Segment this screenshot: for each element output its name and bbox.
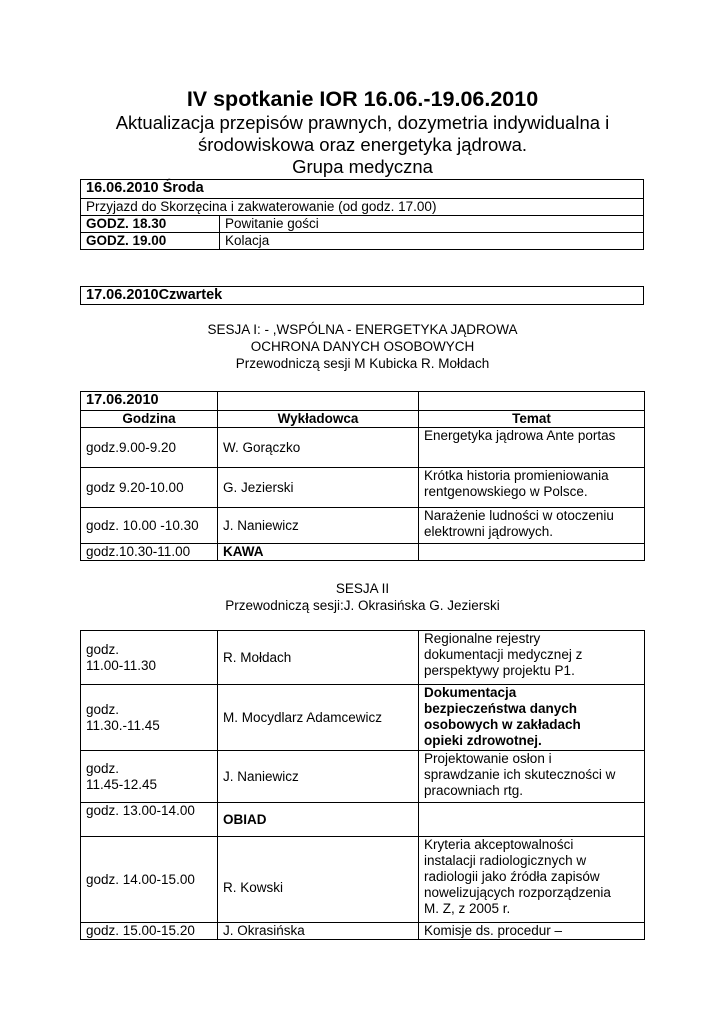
time-line: 11.30.-11.45	[86, 717, 160, 733]
subtitle-line: Grupa medyczna	[292, 156, 433, 177]
table-row	[81, 631, 645, 685]
speaker-cell: M. Mocydlarz Adamcewicz	[218, 685, 419, 751]
session2-table	[80, 630, 645, 940]
topic-line: dokumentacji medycznej z	[424, 647, 583, 662]
table-row	[81, 685, 645, 751]
speaker-cell: W. Gorączko	[218, 428, 419, 468]
topic-line: perspektywy projektu P1.	[424, 663, 575, 678]
column-header-time: Godzina	[81, 411, 218, 428]
topic-line: rentgenowskiego w Polsce.	[424, 484, 588, 499]
session1-chairs: Przewodniczą sesji M Kubicka R. Mołdach	[235, 356, 490, 371]
table-row	[81, 233, 644, 250]
speaker-cell: OBIAD	[218, 803, 419, 837]
time-line: godz.	[86, 641, 120, 657]
topic-line: Krótka historia promieniowania	[424, 468, 609, 483]
session2-header	[0, 580, 725, 614]
time-cell: godz 9.20-10.00	[81, 468, 218, 508]
day1-table	[80, 179, 644, 250]
topic-cell	[419, 631, 645, 685]
speaker-cell: J. Naniewicz	[218, 751, 419, 803]
table-row	[81, 544, 645, 561]
time-line: godz.	[86, 701, 120, 717]
topic-line: Projektowanie osłon i	[424, 751, 552, 766]
time-line: 11.45-12.45	[86, 776, 158, 792]
day1-arrival: Przyjazd do Skorzęcina i zakwaterowanie (od godz. 17.00)	[81, 199, 644, 216]
speaker-cell: G. Jezierski	[218, 468, 419, 508]
topic-line: Kryteria akceptowalności	[424, 837, 574, 852]
table-row	[81, 508, 645, 544]
day1-heading: 16.06.2010 Środa	[81, 180, 644, 199]
empty-cell	[419, 392, 645, 411]
time-cell: godz. 15.00-15.20	[81, 923, 218, 940]
topic-line: instalacji radiologicznych w	[424, 853, 587, 868]
topic-line: sprawdzanie ich skuteczności w	[424, 767, 616, 782]
day2-heading: 17.06.2010Czwartek	[81, 287, 644, 305]
table-row	[81, 837, 645, 923]
day1-event: Kolacja	[220, 233, 644, 250]
time-cell: godz.10.30-11.00	[81, 544, 218, 561]
speaker-cell: R. Mołdach	[218, 631, 419, 685]
time-cell: godz. 14.00-15.00	[81, 837, 218, 923]
page-title: IV spotkanie IOR 16.06.-19.06.2010	[186, 87, 539, 111]
session1-table	[80, 391, 645, 561]
session2-chairs: Przewodniczą sesji:J. Okrasińska G. Jezierski	[225, 598, 500, 613]
session1-header	[0, 321, 725, 372]
table-row	[81, 923, 645, 940]
day1-time: GODZ. 19.00	[81, 233, 220, 250]
topic-cell	[419, 923, 645, 940]
topic-line: opieki zdrowotnej.	[424, 733, 542, 748]
topic-line: radiologii jako źródła zapisów	[424, 869, 600, 884]
column-header-speaker: Wykładowca	[218, 411, 419, 428]
day2-table	[80, 286, 644, 305]
topic-line: Regionalne rejestry	[424, 631, 541, 646]
topic-line: pracowniach rtg.	[424, 783, 524, 798]
session1-date: 17.06.2010	[81, 392, 218, 411]
time-cell	[81, 685, 218, 751]
column-header-topic: Temat	[419, 411, 645, 428]
time-line: 11.00-11.30	[86, 657, 157, 673]
table-row	[81, 803, 645, 837]
subtitle	[0, 112, 725, 178]
topic-line: M. Z, z 2005 r.	[424, 901, 511, 916]
table-row	[81, 216, 644, 233]
subtitle-line: środowiskowa oraz energetyka jądrowa.	[197, 134, 528, 155]
time-cell: godz. 10.00 -10.30	[81, 508, 218, 544]
topic-line: osobowych w zakładach	[424, 717, 581, 732]
day1-time: GODZ. 18.30	[81, 216, 220, 233]
topic-cell	[419, 803, 645, 837]
topic-line: Narażenie ludności w otoczeniu	[424, 508, 614, 523]
day1-event: Powitanie gości	[220, 216, 644, 233]
speaker-cell: J. Okrasińska	[218, 923, 419, 940]
table-row	[81, 428, 645, 468]
table-row	[81, 751, 645, 803]
topic-cell	[419, 468, 645, 508]
time-line: godz.	[86, 760, 120, 776]
time-cell	[81, 751, 218, 803]
topic-line: bezpieczeństwa danych	[424, 701, 578, 716]
topic-line: elektrowni jądrowych.	[424, 524, 554, 539]
topic-cell	[419, 544, 645, 561]
session1-subtitle: OCHRONA DANYCH OSOBOWYCH	[250, 339, 475, 354]
session1-title: SESJA I: - ,WSPÓLNA - ENERGETYKA JĄDROWA	[207, 322, 518, 337]
time-cell	[81, 631, 218, 685]
topic-cell	[419, 508, 645, 544]
topic-cell	[419, 428, 645, 468]
time-cell: godz.9.00-9.20	[81, 428, 218, 468]
time-cell: godz. 13.00-14.00	[81, 803, 218, 837]
topic-line: Dokumentacja	[424, 685, 517, 700]
speaker-cell: KAWA	[218, 544, 419, 561]
topic-line: Komisje ds. procedur –	[424, 923, 563, 938]
topic-cell	[419, 685, 645, 751]
topic-line: Energetyka jądrowa Ante portas	[424, 428, 616, 443]
empty-cell	[218, 392, 419, 411]
speaker-cell: R. Kowski	[218, 837, 419, 923]
topic-cell	[419, 751, 645, 803]
subtitle-line: Aktualizacja przepisów prawnych, dozymetria indywidualna i	[115, 112, 610, 133]
table-row	[81, 468, 645, 508]
topic-cell	[419, 837, 645, 923]
speaker-cell: J. Naniewicz	[218, 508, 419, 544]
topic-line: nowelizujących rozporządzenia	[424, 885, 611, 900]
session2-title: SESJA II	[335, 581, 390, 596]
